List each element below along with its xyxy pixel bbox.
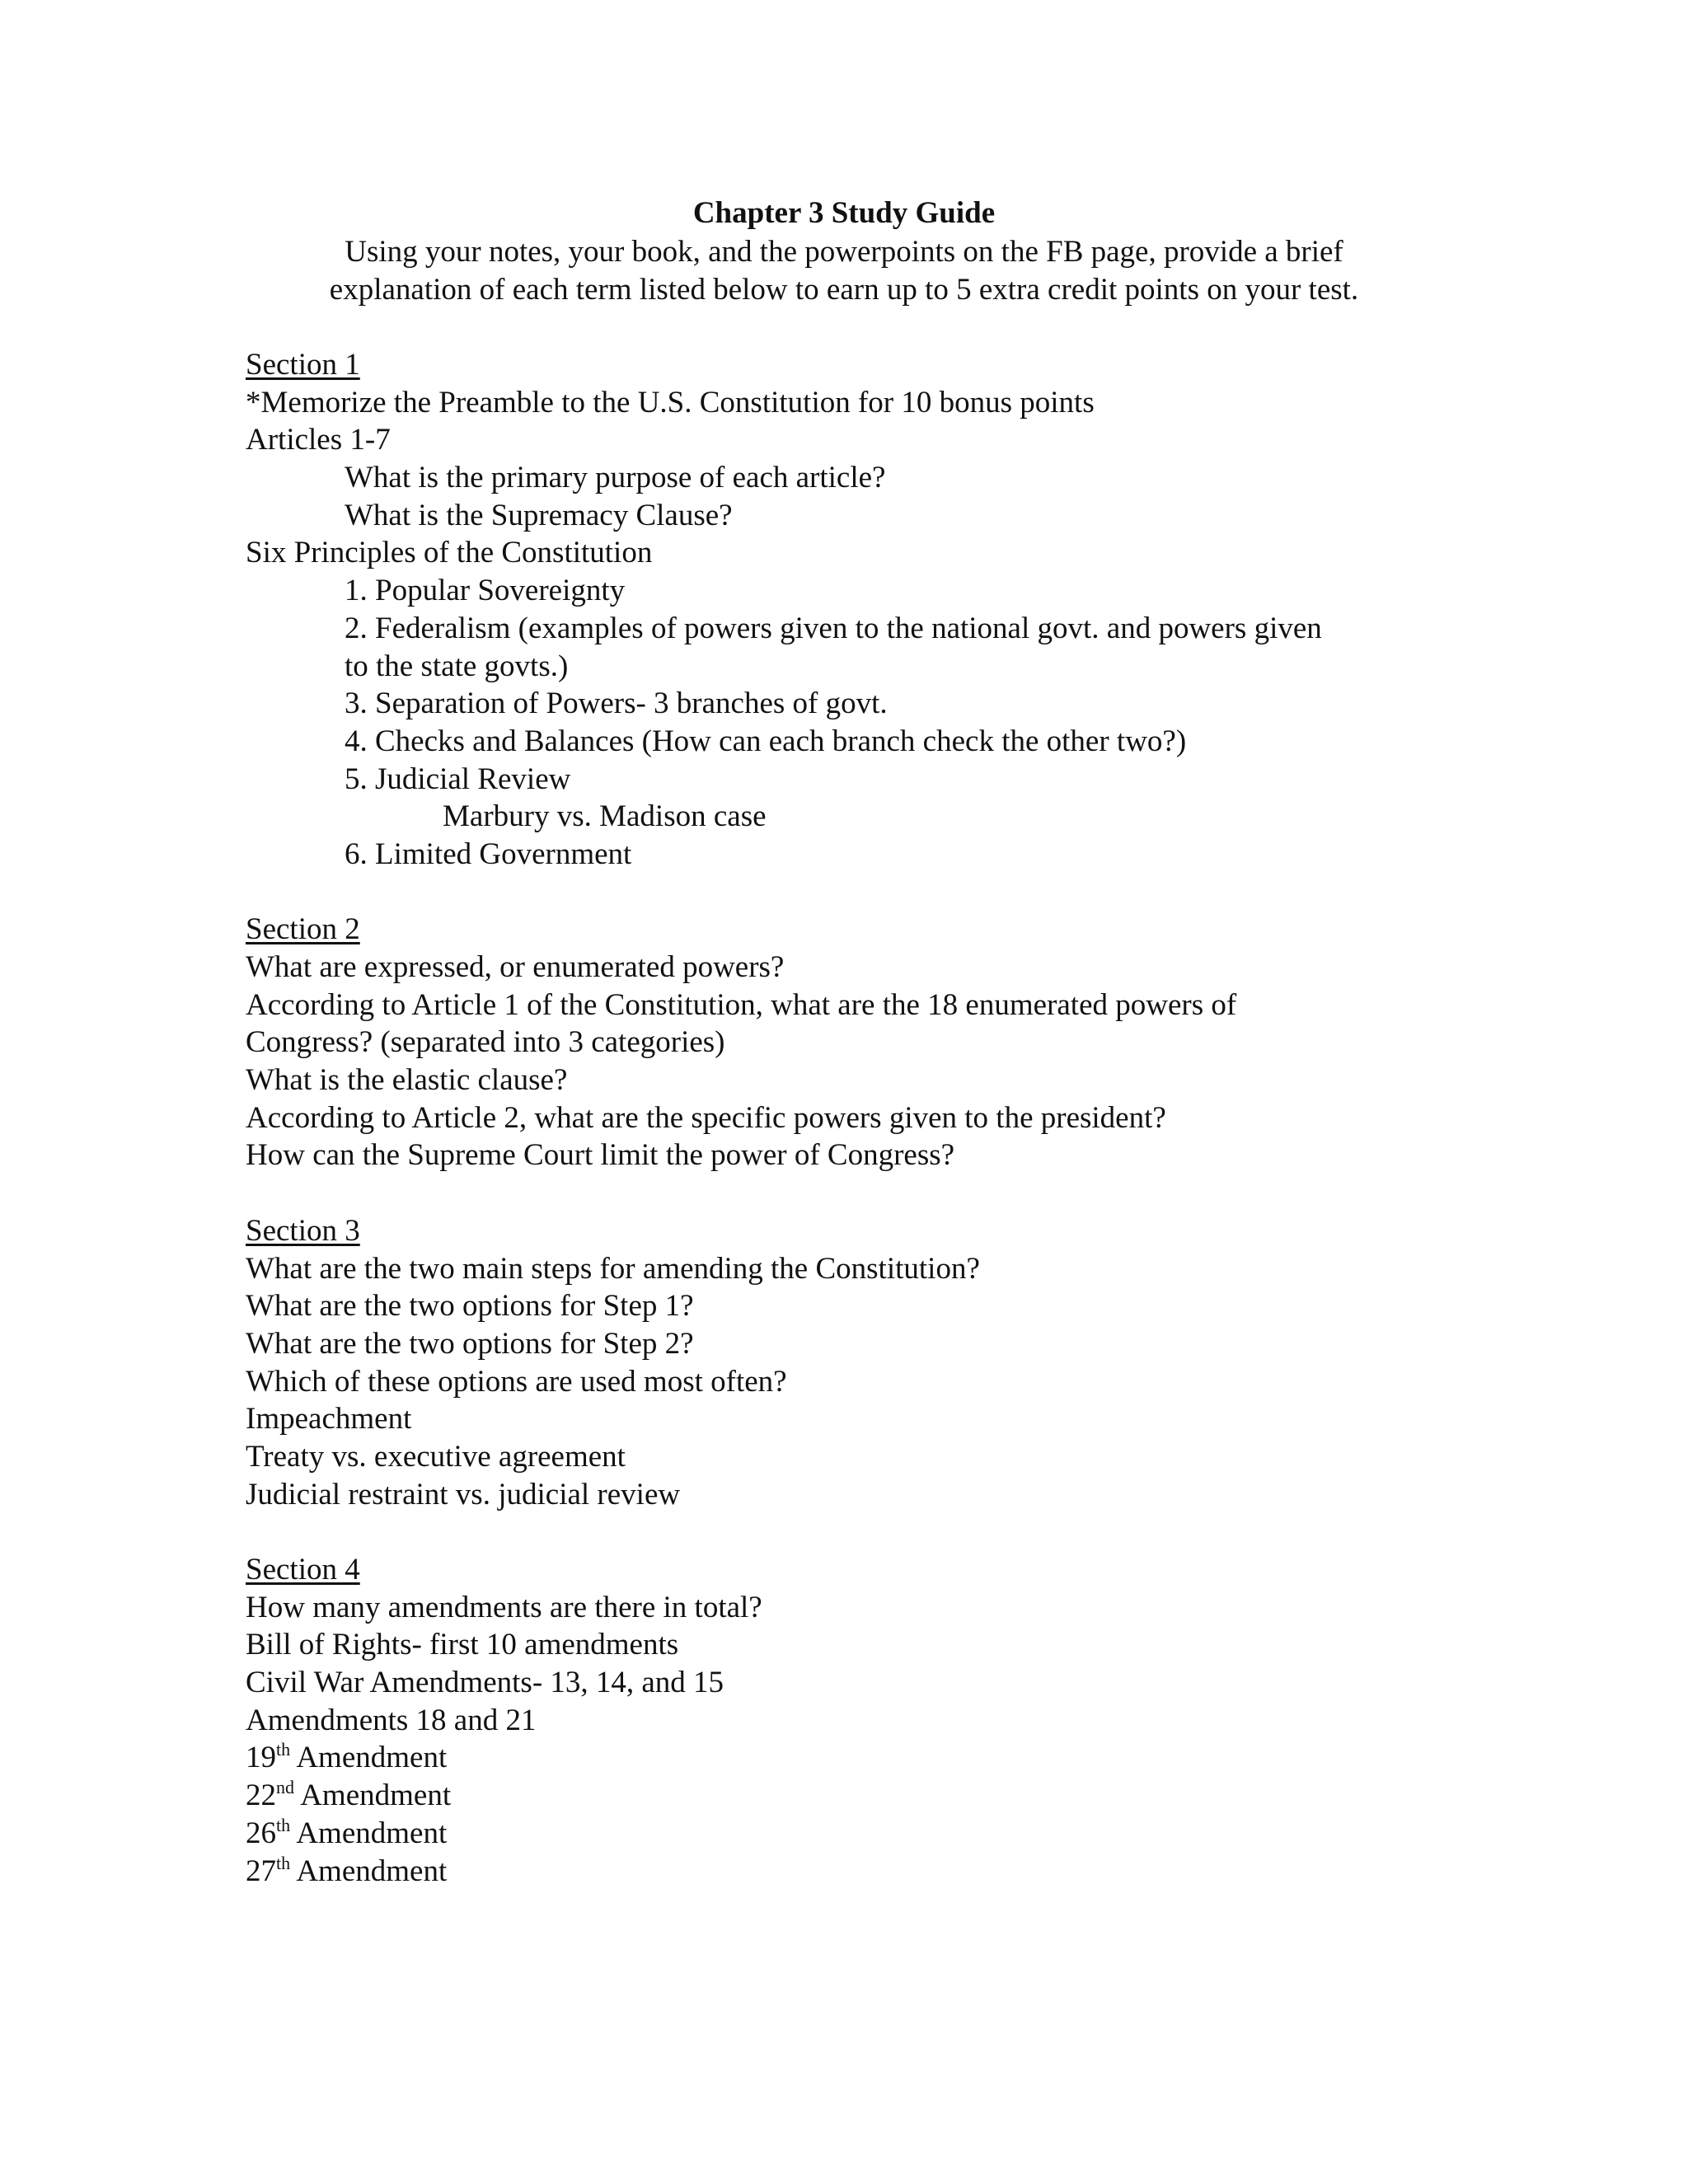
amendment-word: Amendment (290, 1741, 448, 1775)
principle-item: 6. Limited Government (345, 837, 632, 871)
principle-subitem: Marbury vs. Madison case (443, 799, 767, 834)
list-item: How many amendments are there in total? (246, 1590, 762, 1624)
list-item: Bill of Rights- first 10 amendments (246, 1628, 679, 1662)
list-item: Which of these options are used most often? (246, 1364, 787, 1399)
study-guide-body (246, 346, 1424, 1890)
list-item: What are the two main steps for amending the Constitution? (246, 1251, 980, 1286)
intro-paragraph (0, 233, 1688, 309)
section-1-heading: Section 1 (246, 348, 360, 382)
section-3-heading: Section 3 (246, 1213, 360, 1248)
section-4-heading: Section 4 (246, 1553, 360, 1586)
list-item: Articles 1-7 (246, 423, 391, 457)
section-gap (246, 874, 1424, 912)
amendment-number: 19 (246, 1741, 276, 1775)
list-item: What is the Supremacy Clause? (345, 498, 733, 532)
intro-line: Using your notes, your book, and the powerpoints on the FB page, provide a brief (345, 235, 1343, 269)
list-item: Impeachment (246, 1402, 412, 1436)
list-item: According to Article 1 of the Constitution, what are the 18 enumerated powers of (246, 987, 1237, 1022)
amendment-item (246, 1739, 1424, 1777)
page-title: Chapter 3 Study Guide (692, 196, 996, 230)
list-item: According to Article 2, what are the specific powers given to the president? (246, 1100, 1166, 1135)
principle-item: 3. Separation of Powers- 3 branches of govt. (345, 687, 888, 721)
list-item: Six Principles of the Constitution (246, 536, 653, 570)
amendment-number: 22 (246, 1779, 276, 1813)
principle-item: 4. Checks and Balances (How can each branch check the other two?) (345, 724, 1187, 758)
ordinal-suffix: th (276, 1739, 291, 1760)
section-2-heading: Section 2 (246, 912, 360, 947)
amendment-word: Amendment (290, 1816, 448, 1850)
amendment-item (246, 1815, 1424, 1853)
amendment-item (246, 1777, 1424, 1815)
principle-item: 5. Judicial Review (345, 762, 571, 796)
list-item: How can the Supreme Court limit the power of Congress? (246, 1138, 955, 1173)
list-item: What is the elastic clause? (246, 1063, 568, 1098)
ordinal-suffix: th (276, 1814, 291, 1835)
amendment-number: 26 (246, 1816, 276, 1850)
principle-item: 2. Federalism (examples of powers given to the national govt. and powers given (345, 611, 1322, 645)
ordinal-suffix: th (276, 1852, 291, 1873)
intro-line: explanation of each term listed below to earn up to 5 extra credit points on your test. (329, 273, 1359, 307)
amendment-word: Amendment (290, 1854, 448, 1888)
ordinal-suffix: nd (276, 1777, 294, 1798)
list-item: Amendments 18 and 21 (246, 1703, 537, 1737)
principle-item: 1. Popular Sovereignty (345, 574, 626, 608)
list-item: Judicial restraint vs. judicial review (246, 1477, 681, 1511)
amendment-word: Amendment (294, 1779, 452, 1813)
amendment-number: 27 (246, 1854, 276, 1888)
section-gap (246, 1513, 1424, 1551)
amendment-item (246, 1853, 1424, 1891)
list-item: What are expressed, or enumerated powers? (246, 950, 785, 984)
list-item: What are the two options for Step 2? (246, 1326, 694, 1361)
list-item: Civil War Amendments- 13, 14, and 15 (246, 1666, 724, 1700)
principle-item: to the state govts.) (345, 649, 569, 683)
list-item: Treaty vs. executive agreement (246, 1439, 626, 1474)
list-item: Congress? (separated into 3 categories) (246, 1025, 725, 1060)
list-item: *Memorize the Preamble to the U.S. Constitution for 10 bonus points (246, 385, 1095, 419)
list-item: What is the primary purpose of each article? (345, 461, 886, 495)
list-item: What are the two options for Step 1? (246, 1289, 694, 1324)
section-gap (246, 1174, 1424, 1212)
